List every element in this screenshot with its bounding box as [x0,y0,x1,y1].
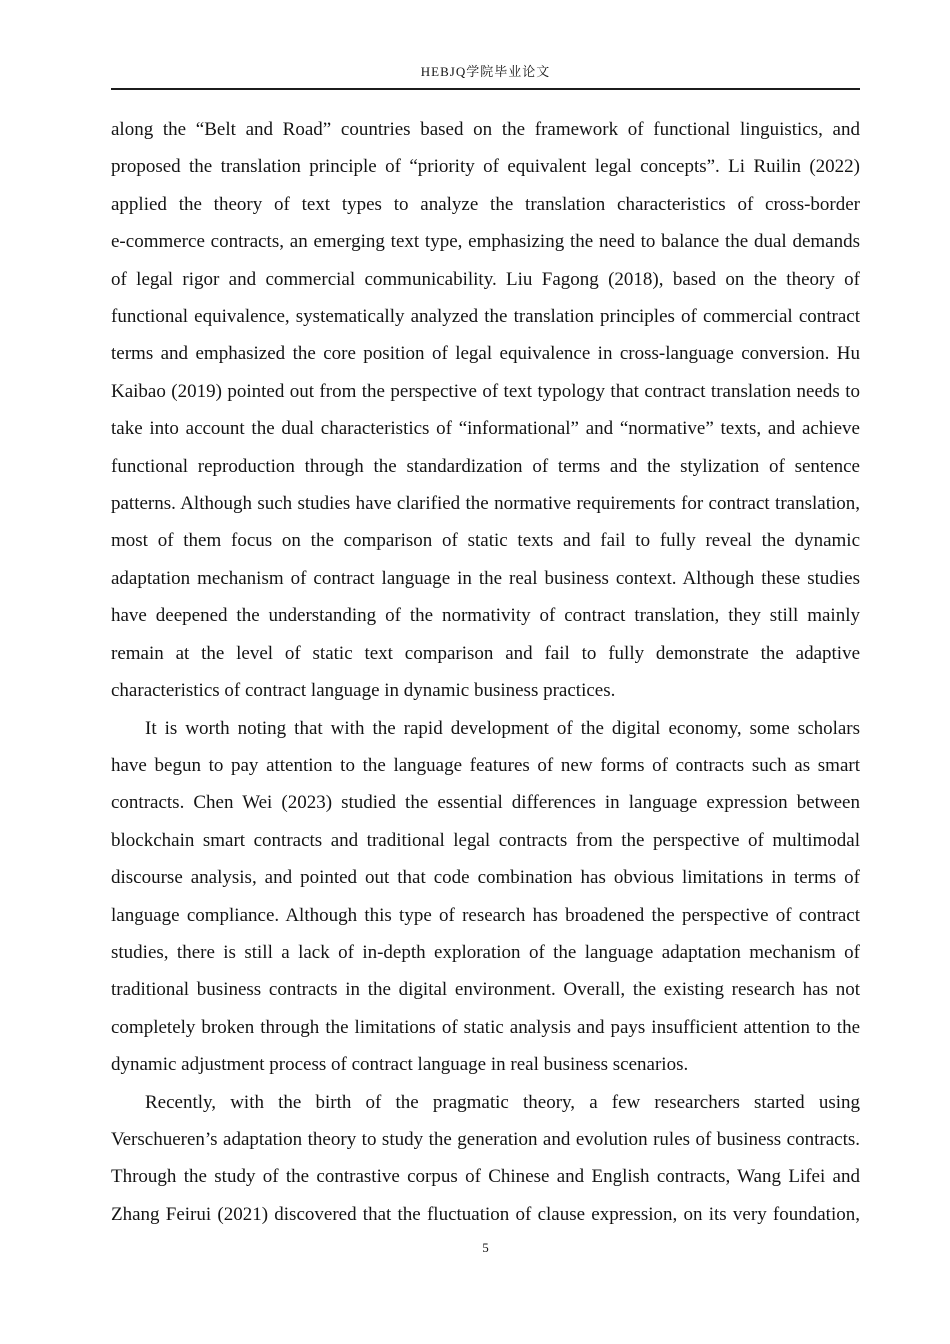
text-line: most of them focus on the comparison of static texts and fail to fully reveal the dynamic [111,530,860,552]
text-line: studies, there is still a lack of in-depth exploration of the language adaptation mechanism of [111,941,860,963]
header-title: HEBJQ学院毕业论文 [420,64,551,79]
page-number: 5 [482,1240,489,1255]
text-line: traditional business contracts in the digital environment. Overall, the existing research has not [111,979,860,1001]
page-header [111,64,860,90]
text-line: Through the study of the contrastive corpus of Chinese and English contracts, Wang Lifei and [111,1166,860,1188]
text-line: adaptation mechanism of contract language in the real business context. Although these studies [111,567,860,589]
text-line: Verschueren’s adaptation theory to study the generation and evolution rules of business contracts. [111,1128,860,1150]
text-line: functional equivalence, systematically analyzed the translation principles of commercial contract [111,306,860,328]
text-line: completely broken through the limitations of static analysis and pays insufficient attention to the [111,1016,860,1038]
text-line: It is worth noting that with the rapid development of the digital economy, some scholars [145,717,860,739]
text-line: proposed the translation principle of “priority of equivalent legal concepts”. Li Ruilin (2022) [111,156,860,178]
text-line: patterns. Although such studies have clarified the normative requirements for contract translation, [111,493,860,515]
text-line: Kaibao (2019) pointed out from the perspective of text typology that contract translation needs to [111,380,860,402]
text-line: functional reproduction through the standardization of terms and the stylization of sentence [111,455,860,477]
page-footer [111,1240,860,1256]
text-line: dynamic adjustment process of contract language in real business scenarios. [111,1054,689,1076]
text-line: language compliance. Although this type of research has broadened the perspective of contract [111,904,860,926]
text-line: terms and emphasized the core position of legal equivalence in cross-language conversion. Hu [111,343,860,365]
text-line: have begun to pay attention to the language features of new forms of contracts such as smart [111,754,860,776]
text-line: remain at the level of static text comparison and fail to fully demonstrate the adaptive [111,642,860,664]
text-line: Zhang Feirui (2021) discovered that the fluctuation of clause expression, on its very foundation, [111,1203,860,1225]
text-line: e-commerce contracts, an emerging text type, emphasizing the need to balance the dual demands [111,231,860,253]
text-line: of legal rigor and commercial communicability. Liu Fagong (2018), based on the theory of [111,268,860,290]
text-line: discourse analysis, and pointed out that code combination has obvious limitations in terms of [111,867,860,889]
text-line: take into account the dual characteristics of “informational” and “normative” texts, and achieve [111,418,860,440]
text-line: contracts. Chen Wei (2023) studied the essential differences in language expression between [111,792,860,814]
text-line: Recently, with the birth of the pragmatic theory, a few researchers started using [145,1091,860,1113]
text-line: along the “Belt and Road” countries based on the framework of functional linguistics, and [111,119,860,140]
text-line: blockchain smart contracts and traditional legal contracts from the perspective of multimodal [111,829,860,851]
text-line: applied the theory of text types to analyze the translation characteristics of cross-border [111,193,860,215]
text-line: characteristics of contract language in dynamic business practices. [111,680,616,702]
text-line: have deepened the understanding of the normativity of contract translation, they still mainly [111,605,860,627]
document-body [111,111,860,1233]
